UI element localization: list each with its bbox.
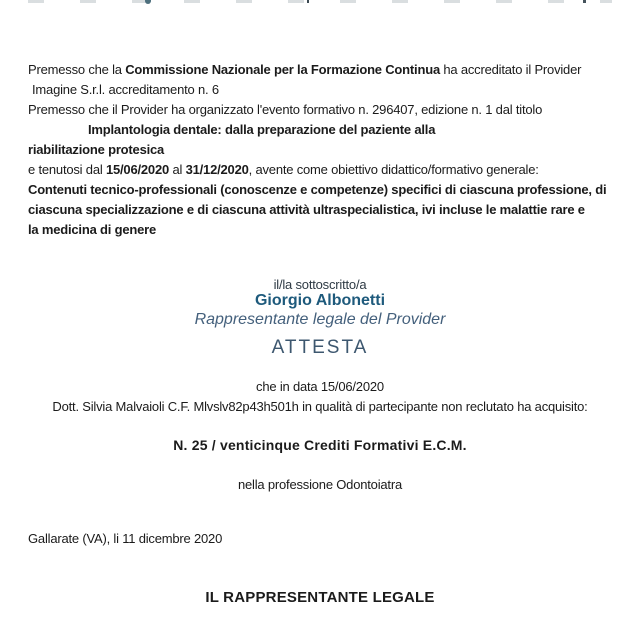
event-title-line2	[28, 142, 612, 158]
text-segment: riabilitazione protesica	[28, 142, 165, 157]
start-date: 15/06/2020	[105, 162, 170, 177]
premise-line-accreditation	[28, 62, 612, 78]
text-segment: Imagine S.r.l. accreditamento n. 6	[32, 82, 219, 97]
attesta-heading	[0, 337, 640, 358]
text-segment: il/la sottoscritto/a	[273, 277, 367, 292]
text-segment: Dott. Silvia Malvaioli C.F. Mlvslv82p43h501h in qualità di partecipante non reclutato ha acquisito:	[52, 399, 588, 414]
legal-representative-name	[0, 293, 640, 309]
text-segment: nella professione Odontoiatra	[237, 477, 403, 492]
cropped-glyph-fragment	[307, 0, 309, 3]
signature-title	[0, 590, 640, 606]
objective-line1	[28, 182, 612, 198]
cropped-glyph-fragment	[145, 0, 151, 4]
text-segment: ATTESTA	[271, 337, 369, 358]
text-segment: N. 25 / venticinque Crediti Formativi E.C.M.	[173, 437, 467, 453]
objective-line3	[28, 222, 612, 238]
objective-line2	[28, 202, 612, 218]
text-segment: ciascuna specializzazione e di ciascuna attività ultraspecialistica, ivi incluse le malattie rare e	[28, 202, 585, 217]
text-segment: Implantologia dentale: dalla preparazione del paziente alla	[88, 122, 436, 137]
legal-representative-role	[0, 312, 640, 328]
text-segment: Premesso che il Provider ha organizzato l'evento formativo n. 296407, edizione n. 1 dal titolo	[28, 102, 543, 117]
text-segment: , avente come obiettivo didattico/formativo generale:	[248, 162, 539, 177]
cropped-top-text-remnant	[28, 0, 612, 3]
premise-line-event	[28, 102, 612, 118]
text-segment: la medicina di genere	[28, 222, 157, 237]
text-segment: Contenuti tecnico-professionali (conoscenze e competenze) specifici di ciascuna professione, di	[28, 182, 607, 197]
text-segment: ha accreditato il Provider	[439, 62, 582, 77]
text-segment: IL RAPPRESENTANTE LEGALE	[205, 589, 435, 606]
event-period-line	[28, 162, 612, 178]
text-segment: Premesso che la	[28, 62, 126, 77]
profession-line	[0, 477, 640, 493]
participant-line	[0, 399, 640, 415]
event-title-line1	[88, 122, 612, 138]
text-segment: che in data 15/06/2020	[256, 379, 384, 394]
provider-name-line	[32, 82, 612, 98]
place-and-date	[28, 531, 612, 547]
text-segment: al	[169, 162, 186, 177]
text-segment: Giorgio Albonetti	[254, 292, 386, 309]
attestation-date-line	[0, 379, 640, 395]
text-segment: Gallarate (VA), li 11 dicembre 2020	[28, 531, 223, 546]
text-segment: Rappresentante legale del Provider	[194, 311, 446, 328]
credits-line	[0, 437, 640, 453]
end-date: 31/12/2020	[185, 162, 249, 177]
subscriber-intro	[0, 277, 640, 293]
commission-name: Commissione Nazionale per la Formazione Continua	[125, 62, 440, 77]
text-segment: e tenutosi dal	[28, 162, 106, 177]
cropped-glyph-fragment	[583, 0, 586, 3]
